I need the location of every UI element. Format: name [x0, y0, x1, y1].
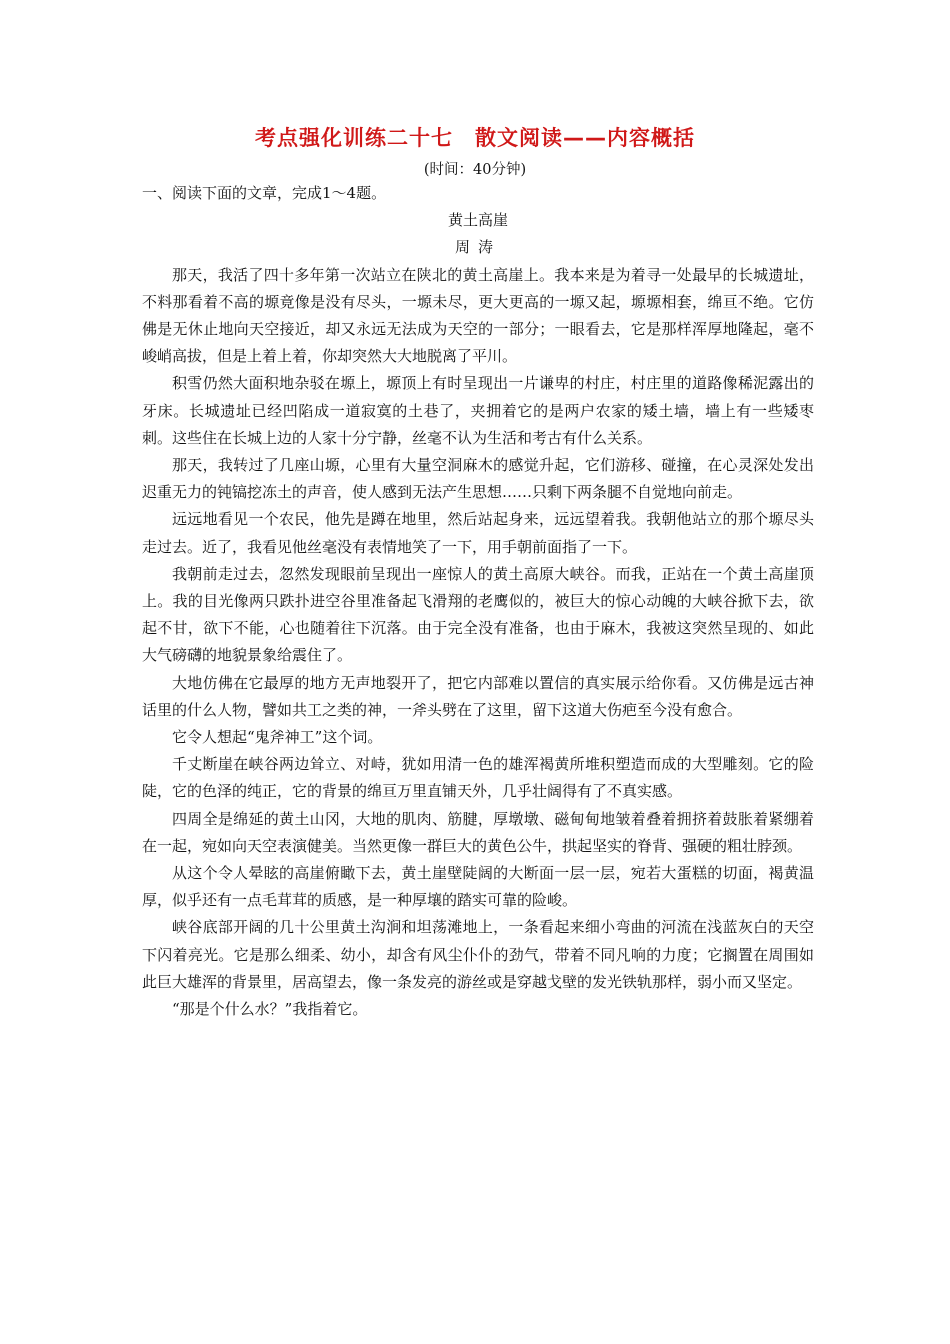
- article-paragraph: 峡谷底部开阔的几十公里黄土沟涧和坦荡滩地上，一条看起来细小弯曲的河流在浅蓝灰白的天空下闪着亮光。它是那么细柔、幼小，却含有风尘仆仆的劲气，带着不同凡响的力度；它搁置在周围如此巨大雄浑的背景里，居高望去，像一条发亮的游丝或是穿越戈壁的发光铁轨那样，弱小而又坚定。: [142, 918, 814, 991]
- question-instruction: 一、阅读下面的文章，完成1～4题。: [142, 184, 387, 202]
- article-author: 周涛: [454, 238, 501, 257]
- article-paragraph: 大地仿佛在它最厚的地方无声地裂开了，把它内部难以置信的真实展示给你看。又仿佛是远古神话里的什么人物，譬如共工之类的神，一斧头劈在了这里，留下这道大伤疤至今没有愈合。: [142, 673, 814, 719]
- article-paragraph: 远远地看见一个农民，他先是蹲在地里，然后站起身来，远远望着我。我朝他站立的那个塬尽头走过去。近了，我看见他丝毫没有表情地笑了一下，用手朝前面指了一下。: [142, 510, 814, 556]
- document-body: [142, 180, 814, 1023]
- article-paragraph: 那天，我转过了几座山塬，心里有大量空洞麻木的感觉升起，它们游移、碰撞，在心灵深处发出迟重无力的钝镐挖冻土的声音，使人感到无法产生思想……只剩下两条腿不自觉地向前走。: [142, 456, 814, 502]
- article-paragraph: 那天，我活了四十多年第一次站立在陕北的黄土高崖上。我本来是为着寻一处最早的长城遗址，不料那看着不高的塬竟像是没有尽头，一塬未尽，更大更高的一塬又起，塬塬相套，绵亘不绝。它仿佛是无休止地向天空接近，却又永远无法成为天空的一部分；一眼看去，它是那样浑厚地隆起，毫不峻峭高拔，但是上着上着，你却突然大大地脱离了平川。: [142, 265, 814, 366]
- article-paragraph: “那是个什么水？”我指着它。: [172, 1000, 368, 1019]
- article-paragraph: 从这个令人晕眩的高崖俯瞰下去，黄土崖壁陡阔的大断面一层一层，宛若大蛋糕的切面，褐黄温厚，似乎还有一点毛茸茸的质感，是一种厚壤的踏实可靠的险峻。: [142, 864, 814, 910]
- page-title: 考点强化训练二十七 散文阅读——内容概括: [255, 126, 695, 150]
- article-paragraph: 我朝前走过去，忽然发现眼前呈现出一座惊人的黄土高原大峡谷。而我，正站在一个黄土高崖顶上。我的目光像两只跌扑进空谷里准备起飞滑翔的老鹰似的，被巨大的惊心动魄的大峡谷掀下去，欲起不甘，欲下不能，心也随着往下沉落。由于完全没有准备，也由于麻木，我被这突然呈现的、如此大气磅礴的地貌景象给震住了。: [142, 564, 814, 665]
- article-paragraph: 四周全是绵延的黄土山冈，大地的肌肉、筋腱，厚墩墩、磁甸甸地皱着叠着拥挤着鼓胀着紧绷着在一起，宛如向天空表演健美。当然更像一群巨大的黄色公牛，拱起坚实的脊背、强硬的粗壮脖颈。: [142, 809, 814, 855]
- article-paragraph: 它令人想起“鬼斧神工”这个词。: [172, 728, 383, 747]
- article-title: 黄土高崖: [447, 211, 508, 230]
- article-paragraph: 千丈断崖在峡谷两边耸立、对峙，犹如用清一色的雄浑褐黄所堆积塑造而成的大型雕刻。它的险陡，它的色泽的纯正，它的背景的绵亘万里直铺天外，几乎壮阔得有了不真实感。: [142, 755, 814, 801]
- article-paragraph: 积雪仍然大面积地杂驳在塬上，塬顶上有时呈现出一片谦卑的村庄，村庄里的道路像稀泥露出的牙床。长城遗址已经凹陷成一道寂寞的土巷了，夹拥着它的是两户农家的矮土墙，墙上有一些矮枣刺。这些住在长城上边的人家十分宁静，丝毫不认为生活和考古有什么关系。: [142, 374, 814, 447]
- time-limit-note: (时间：40分钟): [423, 162, 527, 178]
